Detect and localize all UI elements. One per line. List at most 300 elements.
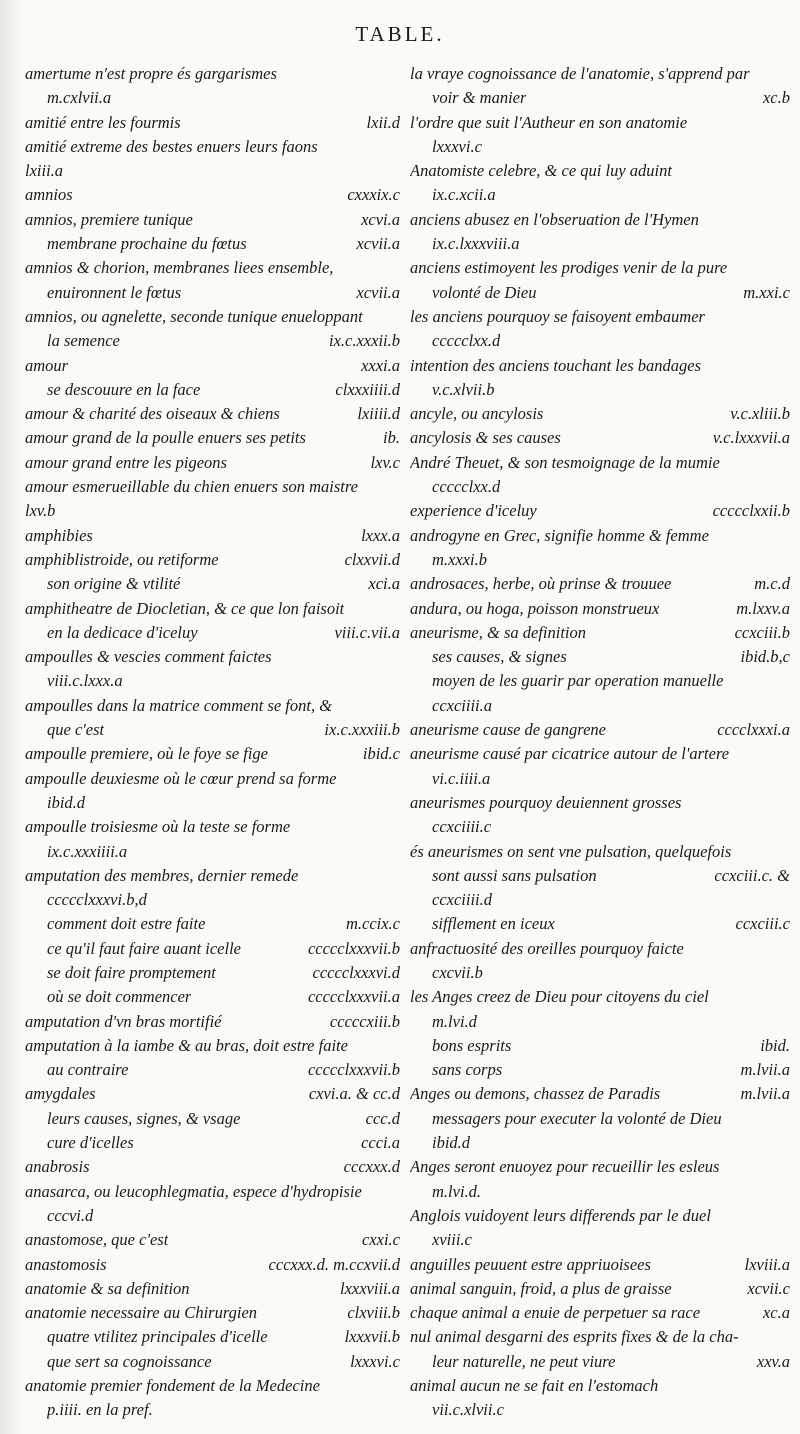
index-entry-text: ancyle, ou ancylosis <box>410 404 544 424</box>
index-entry <box>410 645 790 669</box>
index-entry-ref <box>390 86 400 110</box>
index-entry <box>25 961 400 985</box>
index-entry-ref: cxvi.a. & cc.d <box>308 1084 400 1104</box>
index-entry <box>25 183 400 207</box>
index-entry-ref: lxxxviii.a <box>339 1278 400 1298</box>
index-entry-text: ix.c.xxxiiii.a <box>47 841 128 861</box>
index-entry-text: ampoulles dans la matrice comment se font, & <box>25 695 333 715</box>
index-entry <box>25 840 400 864</box>
index-entry-ref <box>780 524 790 548</box>
index-entry-text: m.lvi.d. <box>432 1181 482 1201</box>
index-entry <box>410 111 790 135</box>
index-entry-ref: ccci.a <box>361 1133 400 1153</box>
index-entry-ref <box>780 475 790 499</box>
index-entry-ref: cxxxix.c <box>347 185 400 205</box>
index-entry-ref: v.c.xliii.b <box>730 404 790 424</box>
index-entry-ref <box>390 791 400 815</box>
index-entry-text: vi.c.iiii.a <box>432 768 491 788</box>
index-entry-text: v.c.xlvii.b <box>432 379 495 399</box>
index-entry-text: la vraye cognoissance de l'anatomie, s'apprend par <box>410 64 750 83</box>
index-entry <box>410 86 790 110</box>
index-entry <box>410 1253 790 1277</box>
index-entry <box>25 694 400 718</box>
index-entry-ref <box>390 1398 400 1422</box>
index-entry-ref: lxiiii.d <box>357 404 400 424</box>
index-entry-text: les Anges creez de Dieu pour citoyens du ciel <box>410 987 709 1007</box>
index-entry-text: se doit faire promptement <box>47 962 216 982</box>
index-entry <box>25 791 400 815</box>
index-entry-text: messagers pour executer la volonté de Dieu <box>432 1108 722 1128</box>
index-entry-text: ccccclxx.d <box>432 477 501 497</box>
index-entry <box>410 1082 790 1106</box>
index-entry-text: m.lvi.d <box>432 1011 477 1031</box>
index-entry <box>25 1350 400 1374</box>
index-entry <box>410 961 790 985</box>
index-entry-ref <box>390 767 400 791</box>
index-entry <box>410 937 790 961</box>
index-entry-ref: xcvii.a <box>356 282 400 302</box>
index-entry-ref <box>780 1204 790 1228</box>
index-entry-text: comment doit estre faite <box>47 914 206 934</box>
index-entry-ref <box>780 1155 790 1179</box>
index-entry-ref: ccccclxxxvii.a <box>307 987 400 1007</box>
index-entry <box>410 281 790 305</box>
index-entry <box>25 669 400 693</box>
index-entry-text: amphitheatre de Diocletian, & ce que lon faisoit <box>25 598 345 618</box>
index-entry-ref <box>780 985 790 1009</box>
index-entry <box>25 451 400 475</box>
index-entry-text: amputation des membres, dernier remede <box>25 865 299 885</box>
index-entry-ref: m.lxxv.a <box>736 598 790 618</box>
index-entry-ref <box>780 62 790 86</box>
index-entry <box>25 1325 400 1349</box>
index-entry-text: les anciens pourquoy se faisoyent embaumer <box>410 306 705 326</box>
index-entry <box>25 475 400 499</box>
index-entry <box>25 864 400 888</box>
index-entry-text: androsaces, herbe, où prinse & trouuee <box>410 574 672 594</box>
index-entry <box>410 208 790 232</box>
index-entry-ref: lxxxvi.c <box>350 1351 400 1371</box>
index-entry-text: anasarca, ou leucophlegmatia, espece d'hydropisie <box>25 1181 362 1201</box>
index-entry-ref: xcvii.c <box>747 1278 790 1298</box>
index-entry <box>25 742 400 766</box>
index-entry <box>25 62 400 86</box>
index-entry-ref: lxxxvii.b <box>344 1327 400 1347</box>
index-entry <box>410 62 790 86</box>
index-entry-text: m.cxlvii.a <box>47 88 112 108</box>
index-entry-ref <box>390 305 400 329</box>
index-entry <box>25 548 400 572</box>
index-entry <box>25 1034 400 1058</box>
index-entry-text: anatomie premier fondement de la Medecine <box>25 1376 320 1396</box>
index-entry-text: ibid.d <box>47 792 86 812</box>
index-entry-text: lxv.b <box>25 501 56 521</box>
index-entry-ref <box>780 840 790 864</box>
index-entry <box>410 1107 790 1131</box>
index-entry-ref <box>390 1180 400 1204</box>
index-entry-text: anastomose, que c'est <box>25 1230 169 1250</box>
index-entry-text: ccxciiii.c <box>432 817 492 837</box>
index-entry-text: amour <box>25 355 69 375</box>
index-entry <box>25 621 400 645</box>
index-entry <box>410 621 790 645</box>
index-entry <box>25 305 400 329</box>
index-entry-text: voir & manier <box>432 88 527 108</box>
index-entry-ref <box>780 208 790 232</box>
index-entry <box>410 572 790 596</box>
index-entry-ref <box>780 791 790 815</box>
index-entry-ref <box>390 159 400 183</box>
index-entry <box>410 840 790 864</box>
index-entry-text: amour grand entre les pigeons <box>25 452 227 472</box>
index-entry-text: amnios <box>25 185 73 205</box>
index-entry-ref: ix.c.xxxiii.b <box>324 720 400 740</box>
index-entry <box>25 256 400 280</box>
index-entry <box>25 1301 400 1325</box>
index-entry-ref <box>780 329 790 353</box>
index-entry-ref: xci.a <box>368 574 400 594</box>
index-entry-ref: xc.a <box>762 1303 790 1323</box>
page-edge-shadow <box>0 0 22 1434</box>
index-entry-text: Anges ou demons, chassez de Paradis <box>410 1084 661 1104</box>
index-entry <box>410 159 790 183</box>
index-entry-text: amputation d'vn bras mortifié <box>25 1011 222 1031</box>
index-entry <box>410 1374 790 1398</box>
index-entry <box>410 1277 790 1301</box>
index-entry-text: andura, ou hoga, poisson monstrueux <box>410 598 660 618</box>
index-entry <box>25 767 400 791</box>
index-entry-ref <box>390 256 400 280</box>
index-entry-ref: ccxciii.c. & <box>714 865 790 885</box>
index-entry-text: anastomosis <box>25 1254 107 1274</box>
index-entry <box>25 888 400 912</box>
index-entry-ref <box>390 840 400 864</box>
index-entry-ref: lxxx.a <box>361 525 400 545</box>
index-entry-text: ampoulle troisiesme où la teste se forme <box>25 817 291 837</box>
index-entry-text: amitié extreme des bestes enuers leurs faons <box>25 136 318 156</box>
index-entry-text: amour grand de la poulle enuers ses petits <box>25 428 306 448</box>
index-entry <box>410 694 790 718</box>
index-entry-text: amour esmerueillable du chien enuers son maistre <box>25 477 359 497</box>
index-entry-ref <box>780 1131 790 1155</box>
index-entry-text: vii.c.xlvii.c <box>432 1400 504 1420</box>
index-entry <box>25 111 400 135</box>
index-entry-ref <box>780 815 790 839</box>
index-entry-ref: xxxi.a <box>361 355 400 375</box>
index-entry <box>25 597 400 621</box>
index-entry-ref <box>780 183 790 207</box>
index-entry-ref <box>390 694 400 718</box>
index-entry-text: l'ordre que suit l'Autheur en son anatomie <box>410 112 688 132</box>
index-entry <box>25 572 400 596</box>
index-entry-text: au contraire <box>47 1060 129 1080</box>
index-entry-text: ce qu'il faut faire auant icelle <box>47 938 241 958</box>
index-entry-ref <box>780 669 790 693</box>
index-entry-ref <box>780 961 790 985</box>
index-entry-text: lxxxvi.c <box>432 136 482 156</box>
index-entry-text: anatomie necessaire au Chirurgien <box>25 1303 258 1323</box>
index-entry <box>25 402 400 426</box>
index-entry-text: aneurismes pourquoy deuiennent grosses <box>410 792 682 812</box>
index-entry-ref: ibid.b,c <box>740 647 790 667</box>
index-entry-text: animal aucun ne se fait en l'estomach <box>410 1376 659 1396</box>
index-entry-text: experience d'iceluy <box>410 501 537 521</box>
index-entry-ref <box>780 232 790 256</box>
index-entry-text: androgyne en Grec, signifie homme & femme <box>410 525 709 545</box>
index-entry-text: amygdales <box>25 1084 96 1104</box>
index-entry-text: viii.c.lxxx.a <box>47 671 123 691</box>
index-entry-text: ccccclxxxvi.b,d <box>47 890 147 910</box>
index-entry-ref: ccxciii.b <box>734 622 790 642</box>
index-entry-ref: ib. <box>383 428 400 448</box>
index-entry-ref: ccccclxxii.b <box>712 501 790 521</box>
index-entry-ref: xcvi.a <box>361 209 400 229</box>
index-entry <box>25 86 400 110</box>
index-entry-text: amnios & chorion, membranes liees ensemble, <box>25 258 334 278</box>
index-entry <box>410 815 790 839</box>
index-entry <box>410 1180 790 1204</box>
index-entry-ref <box>780 888 790 912</box>
index-entry <box>410 742 790 766</box>
index-entry <box>410 1325 790 1349</box>
index-entry <box>410 1204 790 1228</box>
index-entry <box>410 1058 790 1082</box>
index-entry <box>25 208 400 232</box>
index-entry-ref <box>780 159 790 183</box>
index-entry-ref <box>780 1398 790 1422</box>
index-entry <box>25 985 400 1009</box>
index-entry-ref <box>780 305 790 329</box>
index-entry-ref <box>780 256 790 280</box>
index-entry-text: cccvi.d <box>47 1205 94 1225</box>
index-entry <box>410 597 790 621</box>
index-entry-text: xviii.c <box>432 1230 472 1250</box>
index-entry-text: anabrosis <box>25 1157 90 1177</box>
index-entry-text: volonté de Dieu <box>432 282 537 302</box>
index-entry-text: Anatomiste celebre, & ce qui luy aduint <box>410 161 672 181</box>
index-entry-ref: cccccxiii.b <box>329 1011 400 1031</box>
index-entry-ref: ccccclxxxvi.d <box>312 962 400 982</box>
index-entry <box>25 1010 400 1034</box>
index-entry <box>25 645 400 669</box>
index-entry-ref <box>390 135 400 159</box>
index-entry-ref: ibid.c <box>362 744 400 764</box>
index-entry-text: amphibies <box>25 525 93 545</box>
index-entry-ref <box>390 1034 400 1058</box>
index-entry-text: p.iiii. en la pref. <box>47 1400 153 1420</box>
index-entry-text: ccxciiii.a <box>432 695 493 715</box>
index-entry-ref <box>780 742 790 766</box>
index-entry-ref <box>390 888 400 912</box>
index-entry-text: anfractuosité des oreilles pourquoy faicte <box>410 938 684 958</box>
index-entry-ref: ccccclxxxvii.b <box>307 938 400 958</box>
index-entry-text: leurs causes, signes, & vsage <box>47 1108 241 1128</box>
index-entry-ref: lxv.c <box>370 452 400 472</box>
index-entry-text: se descouure en la face <box>47 379 201 399</box>
index-entry <box>410 305 790 329</box>
index-entry-text: membrane prochaine du fœtus <box>47 234 247 254</box>
index-entry-ref <box>390 62 400 86</box>
index-entry-ref <box>780 451 790 475</box>
index-entry-ref: cccxxx.d. m.ccxvii.d <box>268 1254 400 1274</box>
index-entry-text: en la dedicace d'iceluy <box>47 622 198 642</box>
index-entry-ref: xxv.a <box>756 1351 790 1371</box>
index-entry-text: amnios, ou agnelette, seconde tunique enueloppant <box>25 306 363 326</box>
index-entry <box>25 1180 400 1204</box>
index-entry-ref <box>390 1204 400 1228</box>
index-entry <box>25 1277 400 1301</box>
index-entry-ref: xcvii.a <box>356 234 400 254</box>
index-entry-ref <box>390 475 400 499</box>
index-entry-text: enuironnent le fœtus <box>47 282 182 302</box>
index-entry <box>410 499 790 523</box>
index-entry-ref <box>780 111 790 135</box>
index-entry <box>410 1398 790 1422</box>
index-entry-text: sont aussi sans pulsation <box>432 865 597 885</box>
index-entry-text: anatomie & sa definition <box>25 1278 190 1298</box>
index-entry-text: aneurisme causé par cicatrice autour de l'artere <box>410 744 730 764</box>
index-entry-text: André Theuet, & son tesmoignage de la mumie <box>410 452 720 472</box>
index-entry <box>25 815 400 839</box>
index-entry <box>25 499 400 523</box>
index-entry <box>410 1228 790 1252</box>
index-entry-text: ses causes, & signes <box>432 647 567 667</box>
index-entry-text: leur naturelle, ne peut viure <box>432 1351 616 1371</box>
index-entry <box>410 669 790 693</box>
index-entry-text: ccxciiii.d <box>432 890 493 910</box>
index-entry <box>25 1107 400 1131</box>
index-column-left <box>25 62 400 1423</box>
index-entry <box>25 937 400 961</box>
index-entry-text: m.xxxi.b <box>432 549 487 569</box>
index-entry-ref <box>780 1107 790 1131</box>
index-entry <box>410 1301 790 1325</box>
index-entry <box>410 426 790 450</box>
index-entry-ref: m.lvii.a <box>740 1084 790 1104</box>
index-entry-ref: clxxvii.d <box>344 549 400 569</box>
index-entry <box>25 426 400 450</box>
index-entry <box>25 1374 400 1398</box>
index-entry-ref <box>780 694 790 718</box>
index-entry-ref: xc.b <box>762 88 790 108</box>
index-entry-text: Anges seront enuoyez pour recueillir les esleus <box>410 1157 720 1177</box>
index-entry <box>25 1398 400 1422</box>
index-entry-ref: clxxxiiii.d <box>335 379 400 399</box>
index-entry-text: aneurisme cause de gangrene <box>410 720 606 740</box>
index-entry <box>410 256 790 280</box>
index-entry <box>25 1253 400 1277</box>
index-entry <box>410 791 790 815</box>
index-entry-text: ampoulle deuxiesme où le cœur prend sa forme <box>25 768 337 788</box>
index-entry <box>410 888 790 912</box>
index-entry-text: anguilles peuuent estre appriuoisees <box>410 1254 651 1274</box>
index-entry <box>410 183 790 207</box>
index-entry-text: lxiii.a <box>25 161 64 181</box>
index-entry-ref <box>390 597 400 621</box>
index-entry <box>25 1082 400 1106</box>
index-entry-ref: m.xxi.c <box>743 282 790 302</box>
index-entry-ref: m.c.d <box>754 574 790 594</box>
index-entry-text: ancylosis & ses causes <box>410 428 561 448</box>
index-entry <box>25 159 400 183</box>
index-column-right <box>410 62 790 1423</box>
index-entry-text: où se doit commencer <box>47 987 192 1007</box>
index-entry-text: chaque animal a enuie de perpetuer sa race <box>410 1303 701 1323</box>
index-entry <box>25 524 400 548</box>
index-entry-ref: lxviii.a <box>744 1254 790 1274</box>
index-entry <box>410 1155 790 1179</box>
index-entry <box>410 864 790 888</box>
index-entry <box>25 329 400 353</box>
index-entry-text: amputation à la iambe & au bras, doit estre faite <box>25 1035 348 1055</box>
index-entry-text: que sert sa cognoissance <box>47 1351 212 1371</box>
index-entry-ref: m.ccix.c <box>345 914 400 934</box>
index-entry <box>410 135 790 159</box>
index-entry-text: bons esprits <box>432 1035 512 1055</box>
index-entry-ref <box>780 1010 790 1034</box>
index-entry <box>410 1350 790 1374</box>
index-entry <box>25 378 400 402</box>
index-entry-ref: ibid. <box>760 1035 790 1055</box>
index-entry <box>410 1010 790 1034</box>
index-entry-text: sifflement en iceux <box>432 914 555 934</box>
index-entry-text: ampoulles & vescies comment faictes <box>25 647 272 667</box>
index-entry <box>25 232 400 256</box>
index-entry-text: amphiblistroide, ou retiforme <box>25 549 219 569</box>
index-entry-ref: v.c.lxxxvii.a <box>712 428 790 448</box>
index-entry-text: quatre vtilitez principales d'icelle <box>47 1327 268 1347</box>
index-entry <box>25 354 400 378</box>
index-entry-ref <box>780 378 790 402</box>
index-entry-ref: cccxxx.d <box>343 1157 400 1177</box>
index-entry <box>25 1228 400 1252</box>
index-entry <box>410 548 790 572</box>
index-entry <box>410 1034 790 1058</box>
index-entry-text: ibid.d <box>432 1133 471 1153</box>
index-entry-ref <box>390 499 400 523</box>
index-entry-ref <box>780 1374 790 1398</box>
index-entry-text: cure d'icelles <box>47 1133 134 1153</box>
index-entry-ref <box>390 815 400 839</box>
page-title: TABLE. <box>355 22 445 46</box>
index-entry-ref <box>780 354 790 378</box>
index-entry-ref <box>390 645 400 669</box>
index-entry <box>25 1131 400 1155</box>
index-entry-ref <box>780 548 790 572</box>
index-entry <box>410 378 790 402</box>
index-entry <box>410 985 790 1009</box>
index-entry-ref <box>780 1228 790 1252</box>
index-entry-text: ampoulle premiere, où le foye se fige <box>25 744 268 764</box>
index-entry <box>410 767 790 791</box>
index-entry-text: ix.c.lxxxviii.a <box>432 234 520 254</box>
index-entry <box>25 1058 400 1082</box>
index-entry-text: amertume n'est propre és gargarismes <box>25 64 277 83</box>
index-entry-ref <box>390 669 400 693</box>
index-entry <box>410 232 790 256</box>
index-entry <box>25 1204 400 1228</box>
index-entry-text: Anglois vuidoyent leurs differends par le duel <box>410 1205 711 1225</box>
index-entry-text: anciens abusez en l'obseruation de l'Hymen <box>410 209 699 229</box>
index-entry-ref: ccccclxxxvii.b <box>307 1060 400 1080</box>
index-entry-ref: ccc.d <box>365 1108 400 1128</box>
index-entry-ref: cccclxxxi.a <box>717 720 790 740</box>
index-entry-text: ccccclxx.d <box>432 331 501 351</box>
index-entry-text: son origine & vtilité <box>47 574 181 594</box>
index-entry-text: la semence <box>47 331 120 351</box>
index-entry-text: amnios, premiere tunique <box>25 209 193 229</box>
index-entry-text: ix.c.xcii.a <box>432 185 496 205</box>
